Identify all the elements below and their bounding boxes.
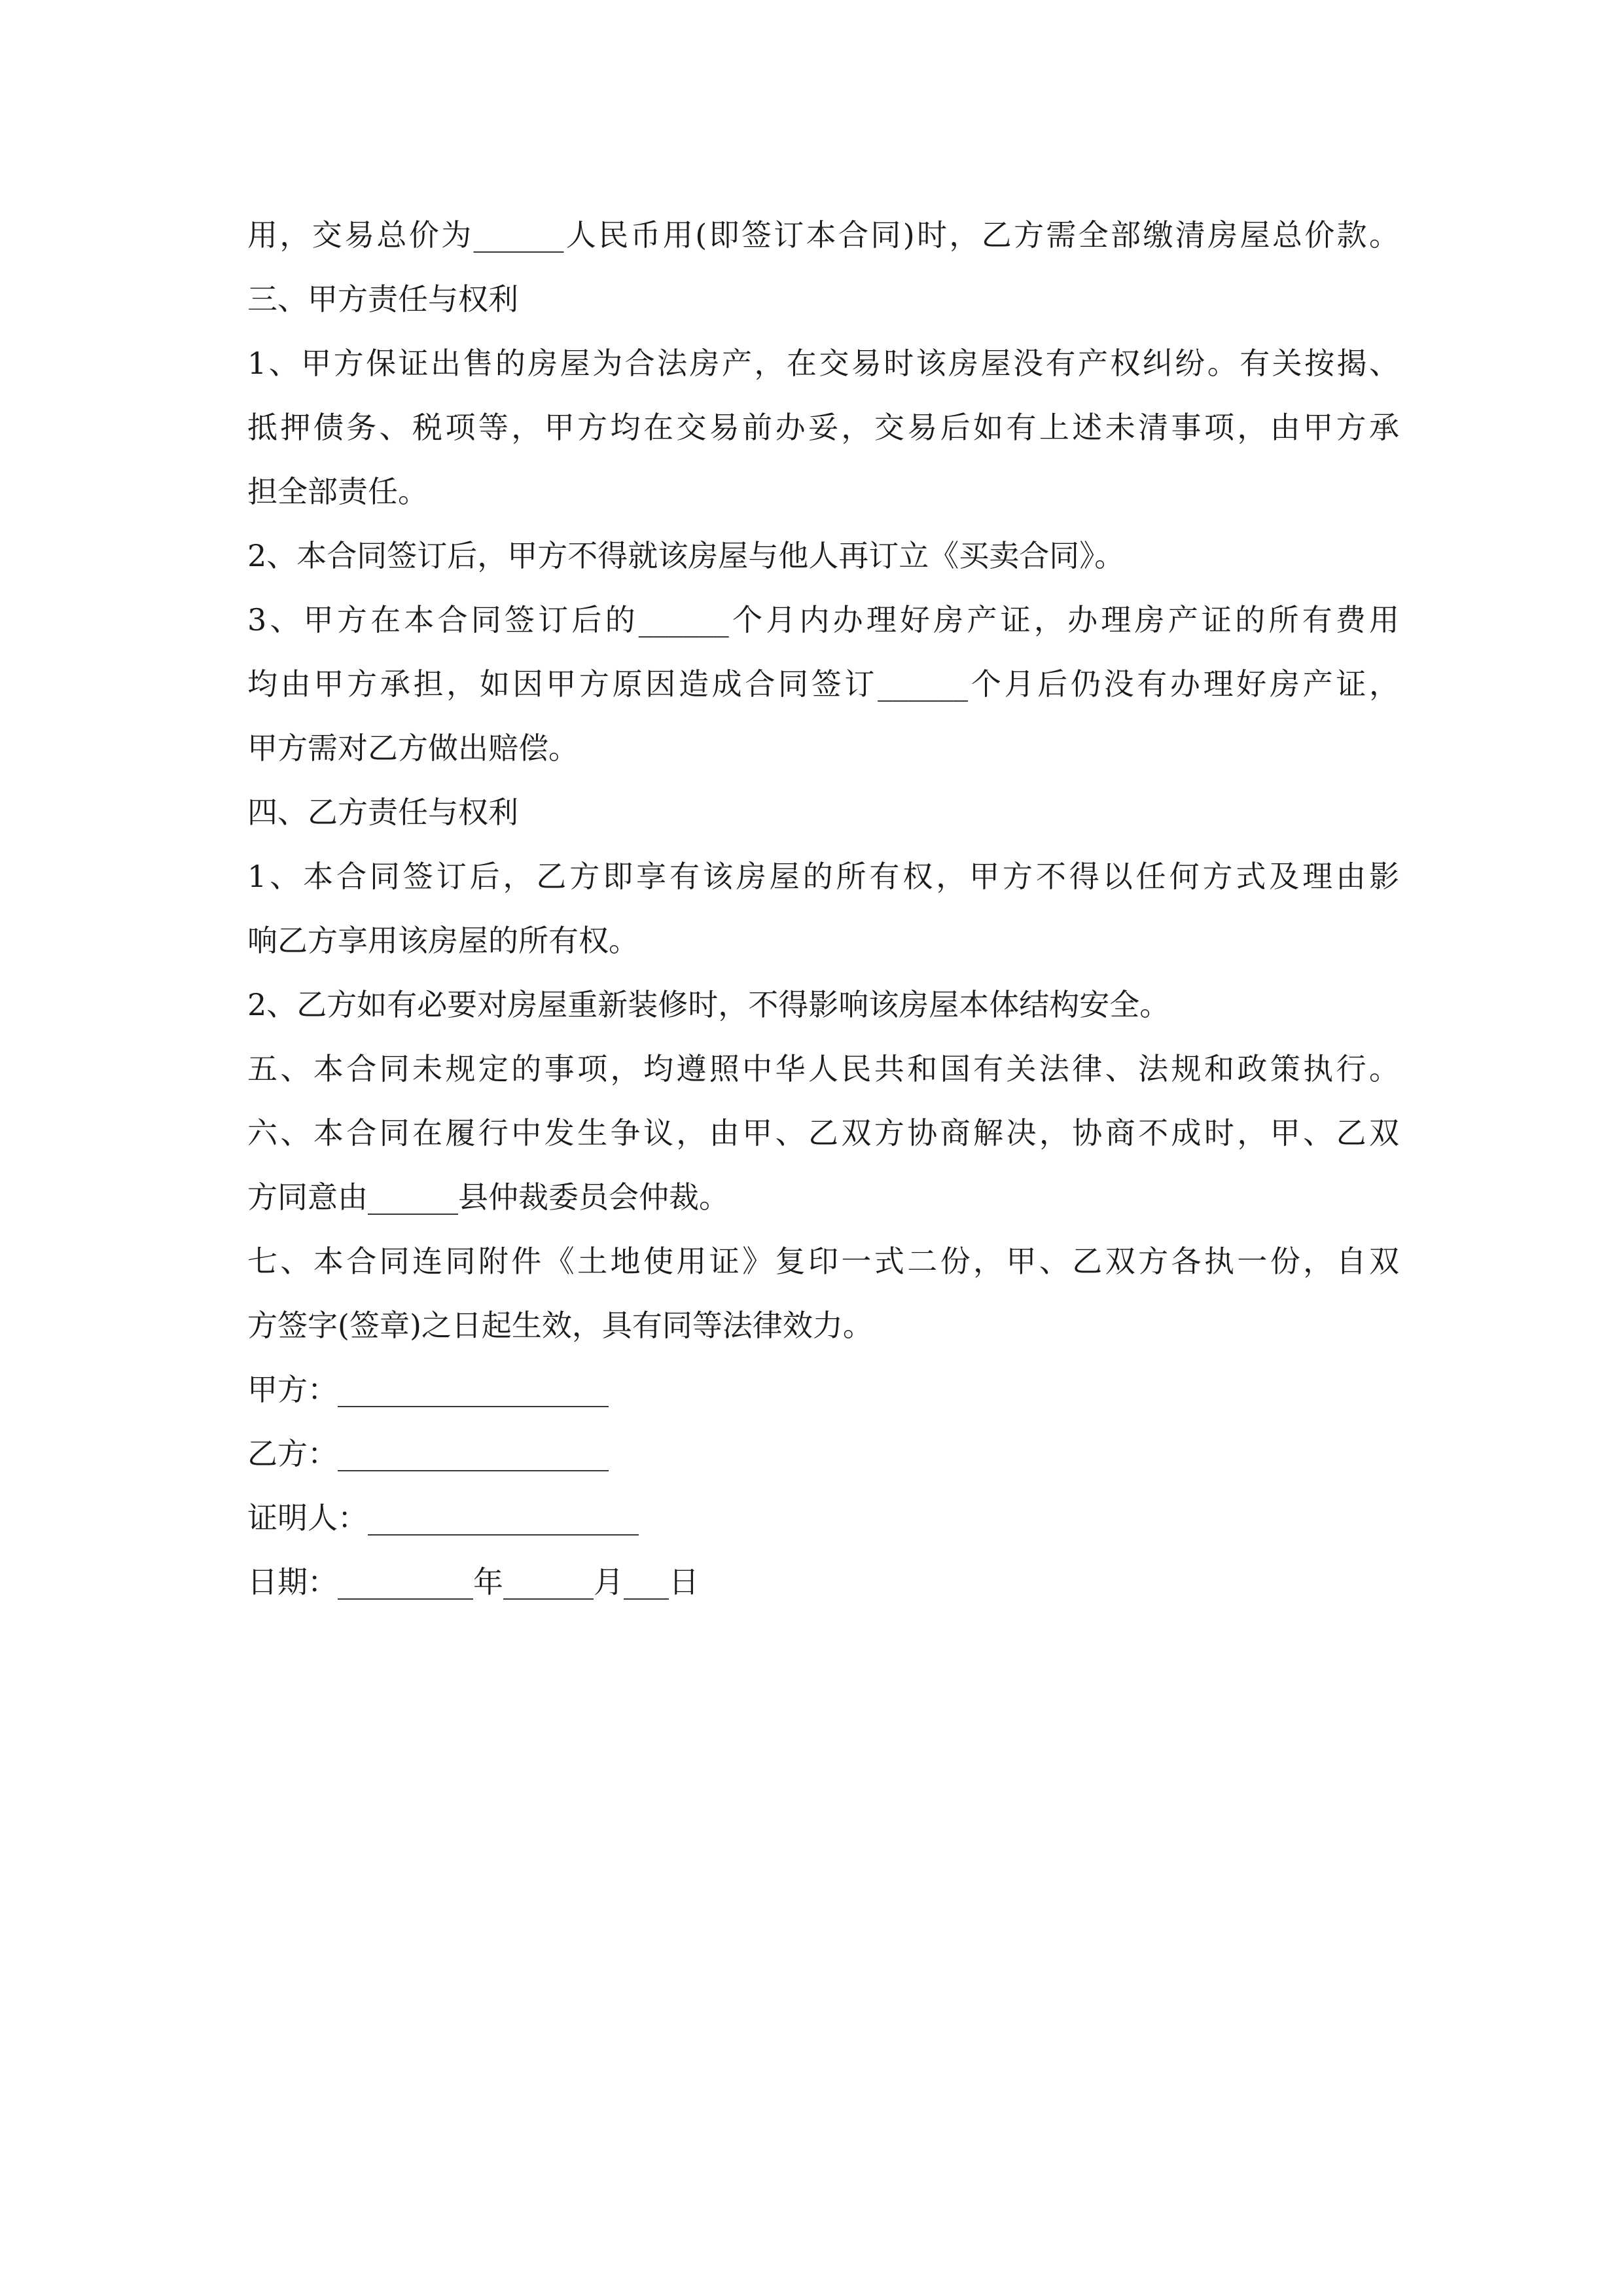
- section-6-line-1: 六、本合同在履行中发生争议，由甲、乙双方协商解决，协商不成时，甲、乙双: [247, 1115, 1399, 1151]
- signature-date: 日期：_________年______月___日: [247, 1564, 699, 1600]
- section-3-item-1-line-3: 担全部责任。: [247, 474, 428, 509]
- section-3-item-1-line-2: 抵押债务、税项等，甲方均在交易前办妥，交易后如有上述未清事项，由甲方承: [247, 410, 1399, 445]
- section-7-line-2: 方签字(签章)之日起生效，具有同等法律效力。: [247, 1308, 873, 1343]
- section-3-item-3-line-1: 3、甲方在本合同签订后的______个月内办理好房产证，办理房产证的所有费用: [247, 602, 1399, 637]
- signature-party-a: 甲方：__________________: [247, 1372, 609, 1407]
- section-3-item-3-line-2: 均由甲方承担，如因甲方原因造成合同签订______个月后仍没有办理好房产证，: [247, 666, 1399, 702]
- section-4-item-2: 2、乙方如有必要对房屋重新装修时，不得影响该房屋本体结构安全。: [247, 987, 1170, 1022]
- section-3-heading: 三、甲方责任与权利: [247, 281, 518, 317]
- signature-witness: 证明人：__________________: [247, 1500, 639, 1535]
- section-4-item-1-line-2: 响乙方享用该房屋的所有权。: [247, 923, 639, 958]
- section-4-heading: 四、乙方责任与权利: [247, 795, 518, 830]
- contract-body: [247, 203, 1399, 1614]
- section-4-item-1-line-1: 1、本合同签订后，乙方即享有该房屋的所有权，甲方不得以任何方式及理由影: [247, 859, 1399, 894]
- section-3-item-2: 2、本合同签订后，甲方不得就该房屋与他人再订立《买卖合同》。: [247, 538, 1125, 573]
- section-3-item-1-line-1: 1、甲方保证出售的房屋为合法房产，在交易时该房屋没有产权纠纷。有关按揭、: [247, 346, 1399, 381]
- section-7-line-1: 七、本合同连同附件《土地使用证》复印一式二份，甲、乙双方各执一份，自双: [247, 1244, 1399, 1279]
- section-3-item-3-line-3: 甲方需对乙方做出赔偿。: [247, 730, 579, 766]
- section-6-line-2: 方同意由______县仲裁委员会仲裁。: [247, 1179, 729, 1215]
- clause-2-continuation: 用，交易总价为______人民币用(即签订本合同)时，乙方需全部缴清房屋总价款。: [247, 217, 1399, 253]
- signature-party-b: 乙方：__________________: [247, 1436, 609, 1471]
- section-5: 五、本合同未规定的事项，均遵照中华人民共和国有关法律、法规和政策执行。: [247, 1051, 1399, 1086]
